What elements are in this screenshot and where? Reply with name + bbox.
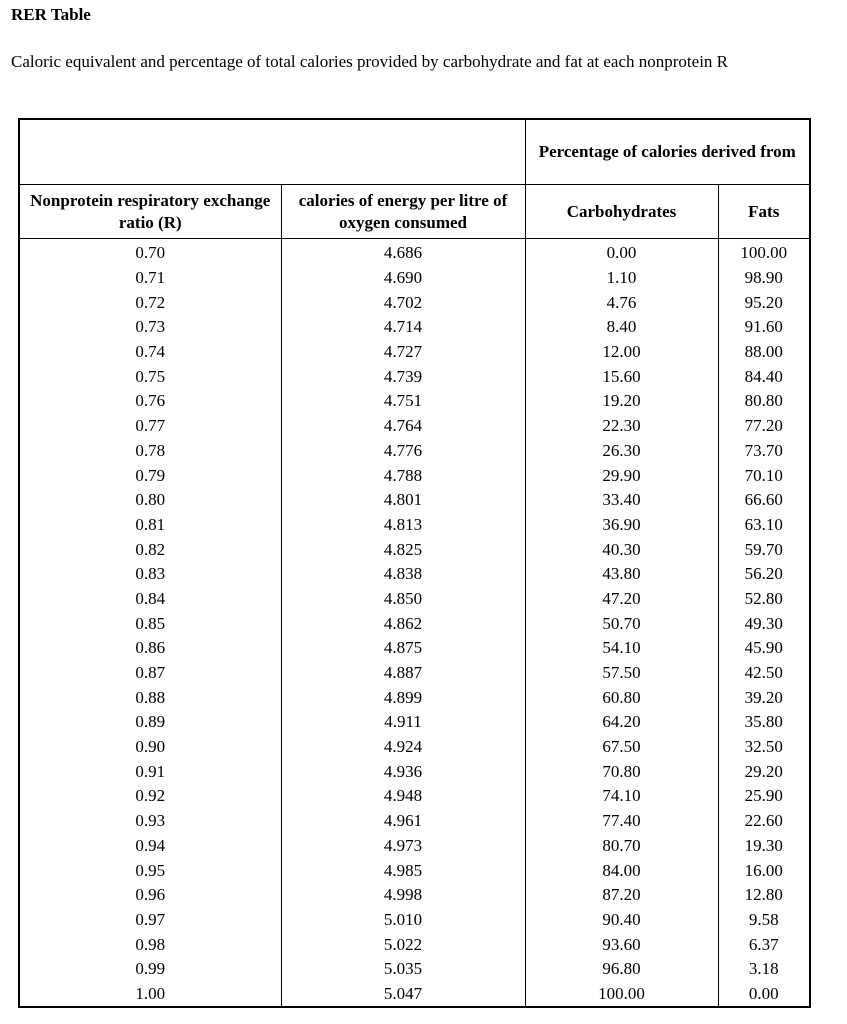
cell-calories: 4.788 [281,463,525,488]
cell-fats: 84.40 [718,364,810,389]
cell-calories: 4.714 [281,315,525,340]
cell-fats: 22.60 [718,809,810,834]
table-row [19,809,810,834]
table-row [19,488,810,513]
cell-r-value: 0.87 [19,661,281,686]
cell-fats: 12.80 [718,883,810,908]
cell-fats: 91.60 [718,315,810,340]
table-row [19,587,810,612]
cell-fats: 56.20 [718,562,810,587]
table-row [19,364,810,389]
cell-r-value: 0.85 [19,611,281,636]
cell-carbohydrates: 4.76 [525,290,718,315]
table-row [19,957,810,982]
table-row [19,340,810,365]
cell-carbohydrates: 0.00 [525,239,718,266]
cell-calories: 4.850 [281,587,525,612]
cell-carbohydrates: 50.70 [525,611,718,636]
table-caption: Caloric equivalent and percentage of total calories provided by carbohydrate and fat at each nonprotein R [11,52,729,71]
cell-fats: 9.58 [718,908,810,933]
cell-fats: 42.50 [718,661,810,686]
cell-carbohydrates: 22.30 [525,414,718,439]
cell-calories: 4.825 [281,537,525,562]
cell-fats: 0.00 [718,982,810,1008]
cell-carbohydrates: 87.20 [525,883,718,908]
cell-r-value: 0.74 [19,340,281,365]
table-row [19,759,810,784]
rer-table [18,118,811,1008]
cell-carbohydrates: 64.20 [525,710,718,735]
cell-r-value: 0.89 [19,710,281,735]
table-body [19,239,810,1008]
table-row [19,611,810,636]
cell-fats: 49.30 [718,611,810,636]
cell-calories: 4.801 [281,488,525,513]
table-row [19,266,810,291]
cell-fats: 16.00 [718,858,810,883]
table-row [19,710,810,735]
cell-carbohydrates: 40.30 [525,537,718,562]
cell-r-value: 0.95 [19,858,281,883]
table-row [19,834,810,859]
cell-fats: 77.20 [718,414,810,439]
table-row [19,439,810,464]
cell-fats: 35.80 [718,710,810,735]
cell-r-value: 0.84 [19,587,281,612]
table-row [19,883,810,908]
table-row [19,784,810,809]
table-row [19,290,810,315]
column-header-carbohydrates: Carbohydrates [525,185,718,239]
cell-calories: 4.973 [281,834,525,859]
cell-carbohydrates: 8.40 [525,315,718,340]
cell-fats: 100.00 [718,239,810,266]
table-row [19,636,810,661]
table-row [19,537,810,562]
cell-calories: 4.924 [281,735,525,760]
cell-r-value: 0.73 [19,315,281,340]
cell-carbohydrates: 67.50 [525,735,718,760]
cell-carbohydrates: 93.60 [525,932,718,957]
cell-r-value: 0.93 [19,809,281,834]
cell-r-value: 0.83 [19,562,281,587]
column-header-r: Nonprotein respiratory exchange ratio (R) [19,185,281,239]
cell-calories: 4.899 [281,685,525,710]
cell-fats: 3.18 [718,957,810,982]
cell-r-value: 0.70 [19,239,281,266]
cell-calories: 4.690 [281,266,525,291]
cell-carbohydrates: 33.40 [525,488,718,513]
table-row [19,315,810,340]
cell-carbohydrates: 74.10 [525,784,718,809]
cell-fats: 95.20 [718,290,810,315]
cell-calories: 4.862 [281,611,525,636]
table-row [19,735,810,760]
column-header-fats: Fats [718,185,810,239]
cell-carbohydrates: 15.60 [525,364,718,389]
cell-calories: 4.813 [281,513,525,538]
cell-carbohydrates: 77.40 [525,809,718,834]
table-row [19,463,810,488]
cell-calories: 4.751 [281,389,525,414]
header-row-columns [19,185,810,239]
cell-carbohydrates: 47.20 [525,587,718,612]
cell-carbohydrates: 36.90 [525,513,718,538]
cell-fats: 98.90 [718,266,810,291]
page-title: RER Table [11,5,91,24]
table-row [19,858,810,883]
cell-carbohydrates: 19.20 [525,389,718,414]
cell-carbohydrates: 54.10 [525,636,718,661]
group-header-percentage: Percentage of calories derived from [525,119,810,185]
column-header-calories: calories of energy per litre of oxygen consumed [281,185,525,239]
cell-carbohydrates: 84.00 [525,858,718,883]
cell-calories: 4.776 [281,439,525,464]
cell-carbohydrates: 100.00 [525,982,718,1008]
cell-r-value: 0.90 [19,735,281,760]
cell-fats: 39.20 [718,685,810,710]
table-row [19,513,810,538]
cell-r-value: 0.98 [19,932,281,957]
cell-carbohydrates: 60.80 [525,685,718,710]
cell-r-value: 0.77 [19,414,281,439]
table-row [19,562,810,587]
cell-calories: 4.948 [281,784,525,809]
cell-fats: 73.70 [718,439,810,464]
cell-fats: 29.20 [718,759,810,784]
cell-fats: 32.50 [718,735,810,760]
cell-r-value: 0.72 [19,290,281,315]
table-row [19,908,810,933]
cell-r-value: 0.96 [19,883,281,908]
header-row-group [19,119,810,185]
cell-fats: 66.60 [718,488,810,513]
cell-carbohydrates: 90.40 [525,908,718,933]
cell-carbohydrates: 70.80 [525,759,718,784]
cell-calories: 5.022 [281,932,525,957]
table-row [19,389,810,414]
table-row [19,239,810,266]
table-row [19,414,810,439]
cell-fats: 63.10 [718,513,810,538]
cell-calories: 4.961 [281,809,525,834]
cell-calories: 4.985 [281,858,525,883]
cell-fats: 6.37 [718,932,810,957]
header-empty-cell [19,119,525,185]
cell-calories: 4.998 [281,883,525,908]
cell-r-value: 0.71 [19,266,281,291]
cell-carbohydrates: 57.50 [525,661,718,686]
cell-fats: 80.80 [718,389,810,414]
cell-r-value: 0.78 [19,439,281,464]
cell-calories: 4.727 [281,340,525,365]
cell-r-value: 0.99 [19,957,281,982]
cell-carbohydrates: 12.00 [525,340,718,365]
cell-r-value: 0.75 [19,364,281,389]
cell-fats: 25.90 [718,784,810,809]
cell-carbohydrates: 80.70 [525,834,718,859]
cell-fats: 88.00 [718,340,810,365]
cell-calories: 4.887 [281,661,525,686]
cell-calories: 4.686 [281,239,525,266]
cell-r-value: 1.00 [19,982,281,1008]
cell-r-value: 0.76 [19,389,281,414]
cell-fats: 70.10 [718,463,810,488]
cell-calories: 4.936 [281,759,525,784]
cell-r-value: 0.97 [19,908,281,933]
cell-carbohydrates: 1.10 [525,266,718,291]
cell-r-value: 0.82 [19,537,281,562]
cell-calories: 5.010 [281,908,525,933]
cell-fats: 19.30 [718,834,810,859]
cell-r-value: 0.88 [19,685,281,710]
table-row [19,982,810,1008]
cell-calories: 4.838 [281,562,525,587]
cell-fats: 59.70 [718,537,810,562]
cell-carbohydrates: 43.80 [525,562,718,587]
table-row [19,661,810,686]
cell-carbohydrates: 26.30 [525,439,718,464]
cell-r-value: 0.94 [19,834,281,859]
cell-carbohydrates: 29.90 [525,463,718,488]
table-row [19,685,810,710]
cell-calories: 4.875 [281,636,525,661]
cell-r-value: 0.80 [19,488,281,513]
cell-r-value: 0.81 [19,513,281,538]
cell-calories: 4.764 [281,414,525,439]
cell-calories: 5.047 [281,982,525,1008]
cell-r-value: 0.79 [19,463,281,488]
cell-calories: 4.702 [281,290,525,315]
cell-fats: 52.80 [718,587,810,612]
cell-r-value: 0.86 [19,636,281,661]
cell-calories: 4.911 [281,710,525,735]
cell-r-value: 0.92 [19,784,281,809]
table-row [19,932,810,957]
cell-calories: 4.739 [281,364,525,389]
cell-calories: 5.035 [281,957,525,982]
cell-fats: 45.90 [718,636,810,661]
cell-r-value: 0.91 [19,759,281,784]
cell-carbohydrates: 96.80 [525,957,718,982]
